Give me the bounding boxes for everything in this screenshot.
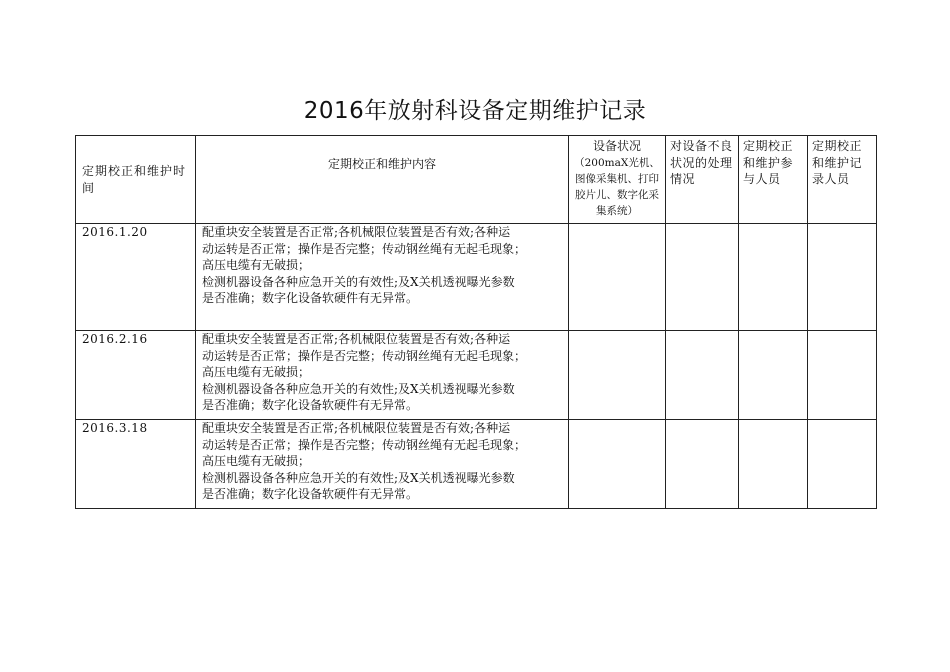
row-date: 2016.2.16 bbox=[76, 331, 196, 420]
row-recorder bbox=[808, 331, 877, 420]
table-header-row bbox=[76, 136, 877, 224]
header-status-main: 设备状况 bbox=[592, 139, 641, 153]
row-date: 2016.1.20 bbox=[76, 224, 196, 331]
row-handling bbox=[666, 224, 739, 331]
row-participants bbox=[739, 224, 808, 331]
content-line: 高压电缆有无破损； bbox=[202, 258, 311, 272]
content-line: 配重块安全装置是否正常;各机械限位装置是否有效;各种运 bbox=[202, 225, 511, 239]
content-line: 动运转是否正常；操作是否完整；传动钢丝绳有无起毛现象； bbox=[202, 348, 527, 363]
table-row bbox=[76, 420, 877, 509]
content-line: 配重块安全装置是否正常;各机械限位装置是否有效;各种运 bbox=[202, 332, 511, 346]
row-handling bbox=[666, 420, 739, 509]
row-content bbox=[196, 331, 569, 420]
row-status bbox=[569, 331, 666, 420]
maintenance-log-table bbox=[75, 135, 877, 509]
content-line: 是否准确；数字化设备软硬件有无异常。 bbox=[202, 291, 419, 305]
header-content: 定期校正和维护内容 bbox=[196, 136, 569, 224]
content-line: 动运转是否正常；操作是否完整；传动钢丝绳有无起毛现象； bbox=[202, 437, 527, 452]
header-recorder: 定期校正和维护记录人员 bbox=[808, 136, 877, 224]
content-line: 是否准确；数字化设备软硬件有无异常。 bbox=[202, 487, 419, 501]
row-status bbox=[569, 224, 666, 331]
document-title: 2016年放射科设备定期维护记录 bbox=[303, 98, 647, 124]
table-row bbox=[76, 331, 877, 420]
content-line: 配重块安全装置是否正常;各机械限位装置是否有效;各种运 bbox=[202, 421, 511, 435]
table-row bbox=[76, 224, 877, 331]
content-line: 检测机器设备各种应急开关的有效性;及X关机透视曝光参数 bbox=[202, 381, 515, 396]
row-status bbox=[569, 420, 666, 509]
content-line: 检测机器设备各种应急开关的有效性;及X关机透视曝光参数 bbox=[202, 470, 515, 485]
header-status bbox=[569, 136, 666, 224]
content-line: 高压电缆有无破损； bbox=[202, 454, 311, 468]
content-line: 是否准确；数字化设备软硬件有无异常。 bbox=[202, 398, 419, 412]
content-line: 检测机器设备各种应急开关的有效性;及X关机透视曝光参数 bbox=[202, 274, 515, 289]
header-handling: 对设备不良状况的处理情况 bbox=[666, 136, 739, 224]
row-participants bbox=[739, 331, 808, 420]
header-participants: 定期校正和维护参与人员 bbox=[739, 136, 808, 224]
row-date: 2016.3.18 bbox=[76, 420, 196, 509]
header-time: 定期校正和维护时间 bbox=[76, 136, 196, 224]
row-participants bbox=[739, 420, 808, 509]
row-recorder bbox=[808, 224, 877, 331]
content-line: 高压电缆有无破损； bbox=[202, 365, 311, 379]
row-content bbox=[196, 420, 569, 509]
header-status-sub: （200maX光机、图像采集机、打印胶片儿、数字化采集系统） bbox=[574, 156, 660, 217]
content-line: 动运转是否正常；操作是否完整；传动钢丝绳有无起毛现象； bbox=[202, 241, 527, 256]
row-content bbox=[196, 224, 569, 331]
row-recorder bbox=[808, 420, 877, 509]
row-handling bbox=[666, 331, 739, 420]
